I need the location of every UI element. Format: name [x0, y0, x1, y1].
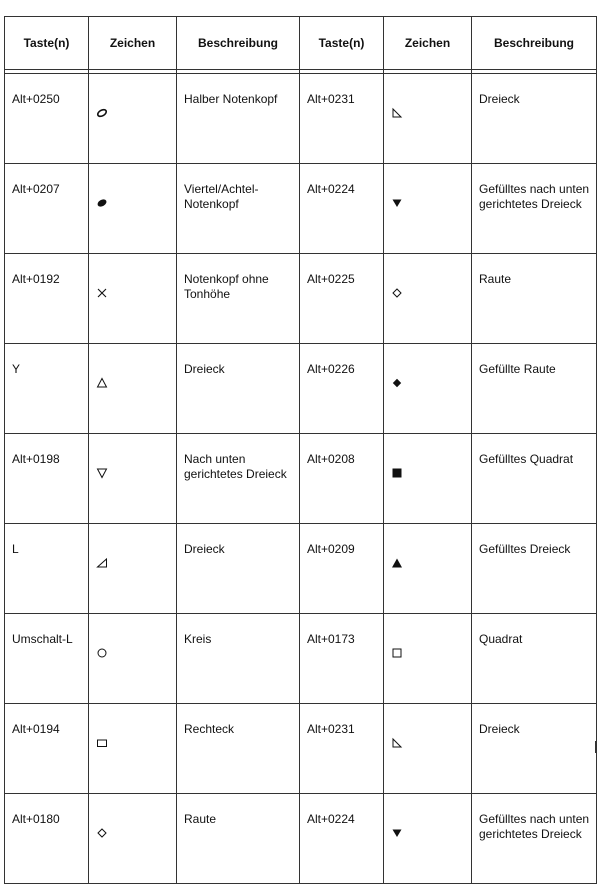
- down-triangle-outline-icon: [96, 467, 108, 479]
- description-cell: Notenkopf ohne Tonhöhe: [177, 254, 300, 344]
- key-shortcut-cell: Alt+0250: [5, 74, 89, 164]
- description-cell: Gefülltes Quadrat: [472, 434, 597, 524]
- table-header-row: [5, 17, 597, 70]
- header-symbol-right: Zeichen: [384, 17, 472, 70]
- symbol-cell: [89, 614, 177, 704]
- key-shortcut-cell: Alt+0224: [300, 164, 384, 254]
- key-shortcut-cell: Alt+0208: [300, 434, 384, 524]
- table-row: [5, 254, 597, 344]
- symbol-cell: [384, 74, 472, 164]
- circle-outline-icon: [96, 647, 108, 659]
- key-shortcut-cell: Alt+0192: [5, 254, 89, 344]
- table-row: [5, 524, 597, 614]
- filled-triangle-icon: [391, 557, 403, 569]
- key-shortcut-cell: Alt+0180: [5, 794, 89, 884]
- key-shortcut-cell: L: [5, 524, 89, 614]
- description-cell: Kreis: [177, 614, 300, 704]
- square-outline-icon: [391, 647, 403, 659]
- key-shortcut-cell: Y: [5, 344, 89, 434]
- x-notehead-icon: [96, 287, 108, 299]
- right-triangle-outline-icon: [391, 107, 403, 119]
- symbol-cell: [384, 164, 472, 254]
- key-shortcut-cell: Alt+0209: [300, 524, 384, 614]
- table-row: [5, 344, 597, 434]
- filled-diamond-icon: [391, 377, 403, 389]
- symbol-cell: [89, 164, 177, 254]
- table-continuation-lines: [4, 741, 596, 753]
- header-description-left: Beschreibung: [177, 17, 300, 70]
- description-cell: Dreieck: [472, 74, 597, 164]
- description-cell: Dreieck: [472, 704, 597, 794]
- header-symbol-left: Zeichen: [89, 17, 177, 70]
- diamond-outline-icon: [96, 827, 108, 839]
- description-cell: Dreieck: [177, 344, 300, 434]
- half-notehead-icon: [96, 107, 108, 119]
- key-symbol-table: [4, 16, 597, 884]
- description-cell: Gefülltes nach unten gerichtetes Dreieck: [472, 794, 597, 884]
- symbol-cell: [384, 254, 472, 344]
- header-description-right: Beschreibung: [472, 17, 597, 70]
- filled-down-triangle-icon: [391, 827, 403, 839]
- key-shortcut-cell: Alt+0173: [300, 614, 384, 704]
- diamond-outline-icon: [391, 287, 403, 299]
- key-shortcut-cell: Alt+0198: [5, 434, 89, 524]
- symbol-cell: [384, 434, 472, 524]
- description-cell: Halber Notenkopf: [177, 74, 300, 164]
- key-shortcut-cell: Alt+0207: [5, 164, 89, 254]
- key-shortcut-cell: Alt+0194: [5, 704, 89, 794]
- description-cell: Raute: [472, 254, 597, 344]
- symbol-cell: [384, 614, 472, 704]
- description-cell: Raute: [177, 794, 300, 884]
- key-shortcut-cell: Umschalt-L: [5, 614, 89, 704]
- table-row: [5, 434, 597, 524]
- table-row: [5, 794, 597, 884]
- header-keys-right: Taste(n): [300, 17, 384, 70]
- key-shortcut-cell: Alt+0225: [300, 254, 384, 344]
- header-keys-left: Taste(n): [5, 17, 89, 70]
- filled-down-triangle-icon: [391, 197, 403, 209]
- symbol-cell: [384, 794, 472, 884]
- description-cell: Gefülltes Dreieck: [472, 524, 597, 614]
- key-shortcut-cell: Alt+0224: [300, 794, 384, 884]
- symbol-cell: [384, 524, 472, 614]
- table-row: [5, 164, 597, 254]
- triangle-outline-icon: [96, 377, 108, 389]
- symbol-cell: [384, 344, 472, 434]
- description-cell: Viertel/Achtel-Notenkopf: [177, 164, 300, 254]
- table-row: [5, 614, 597, 704]
- symbol-cell: [89, 794, 177, 884]
- description-cell: Nach unten gerichtetes Dreieck: [177, 434, 300, 524]
- symbol-cell: [89, 434, 177, 524]
- key-shortcut-cell: Alt+0231: [300, 704, 384, 794]
- filled-notehead-icon: [96, 197, 108, 209]
- symbol-cell: [89, 524, 177, 614]
- symbol-cell: [89, 344, 177, 434]
- slanted-triangle-outline-icon: [96, 557, 108, 569]
- symbol-cell: [89, 254, 177, 344]
- description-cell: Rechteck: [177, 704, 300, 794]
- description-cell: Dreieck: [177, 524, 300, 614]
- description-cell: Gefülltes nach unten gerichtetes Dreieck: [472, 164, 597, 254]
- description-cell: Gefüllte Raute: [472, 344, 597, 434]
- description-cell: Quadrat: [472, 614, 597, 704]
- filled-square-icon: [391, 467, 403, 479]
- key-shortcut-cell: Alt+0231: [300, 74, 384, 164]
- table-row: [5, 74, 597, 164]
- symbol-cell: [89, 74, 177, 164]
- key-shortcut-cell: Alt+0226: [300, 344, 384, 434]
